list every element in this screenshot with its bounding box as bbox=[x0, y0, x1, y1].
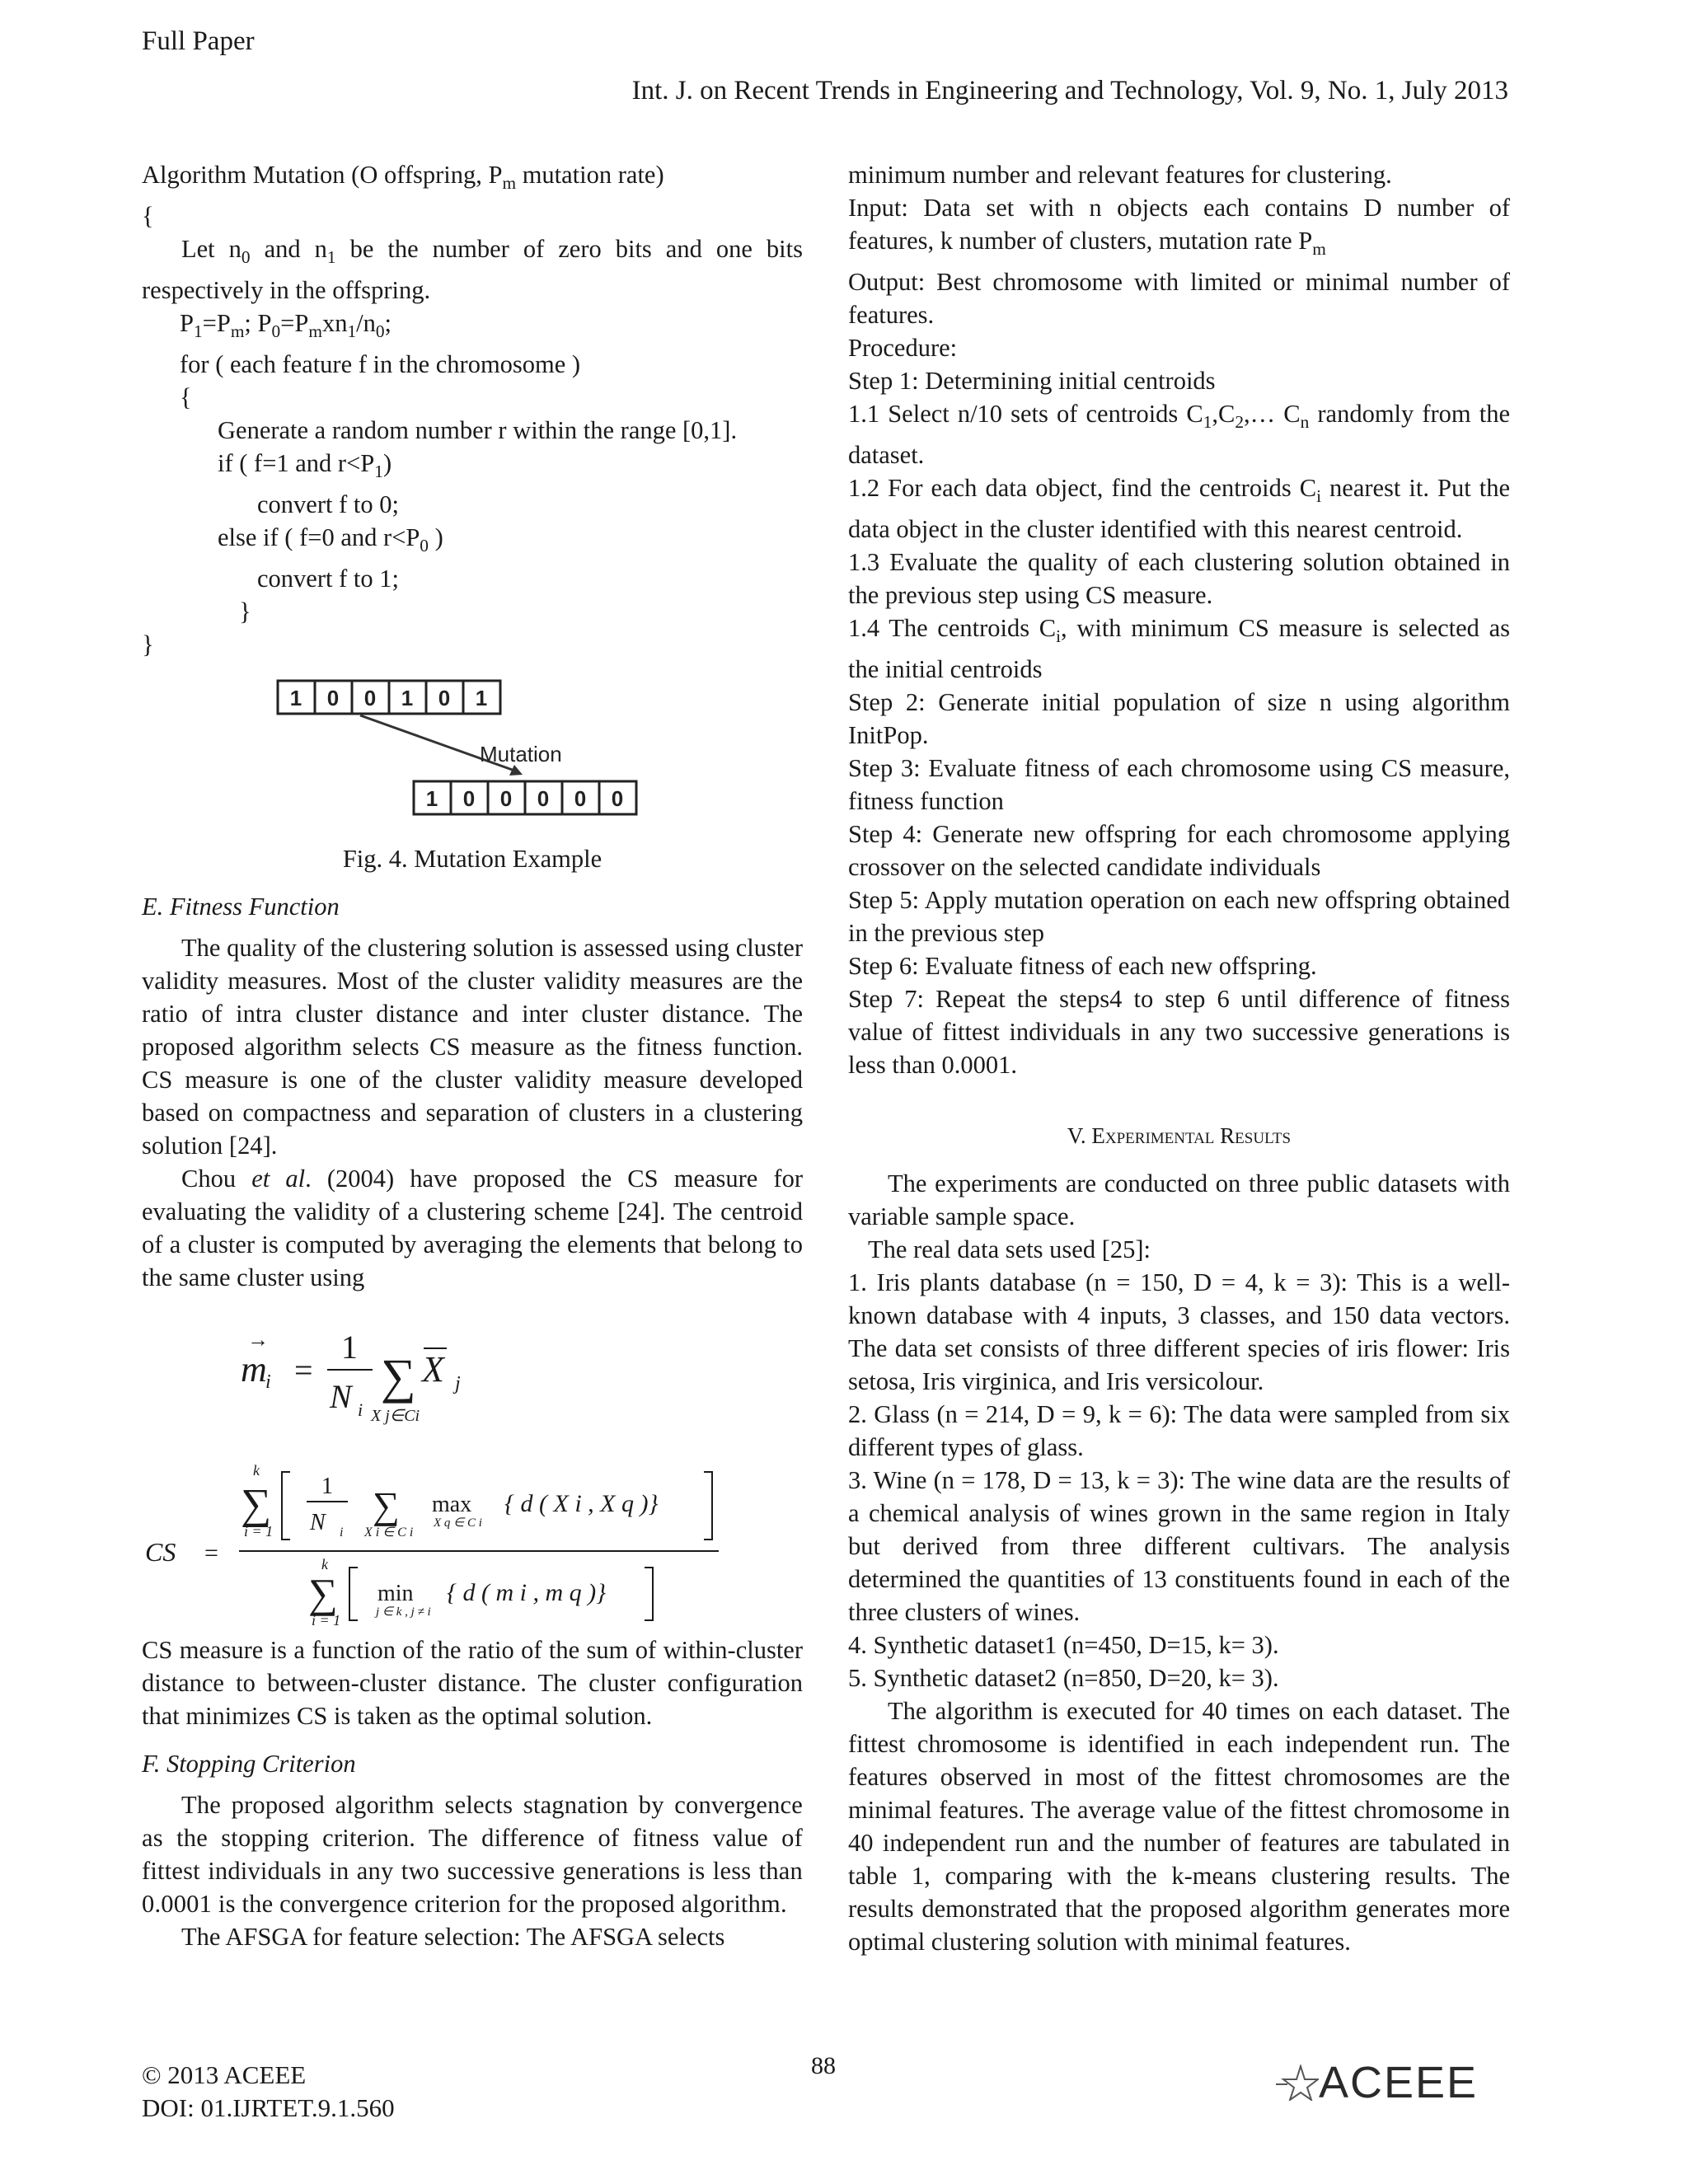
convert-one-line: convert f to 1; bbox=[257, 565, 399, 593]
bottom-bit: 0 bbox=[499, 786, 513, 812]
centroid-equation bbox=[142, 1324, 803, 1447]
if-line: if ( f=1 and $r<P_1$) bbox=[218, 449, 392, 482]
procedure-label: Procedure: bbox=[848, 334, 958, 363]
step-1: Step 1: Determining initial centroids bbox=[848, 367, 1216, 396]
svg-text:X i ∈ C i: X i ∈ C i bbox=[364, 1526, 414, 1540]
svg-text:m: m bbox=[241, 1349, 267, 1390]
section-v-heading: V. Experimental Results bbox=[1067, 1123, 1292, 1149]
algorithm-let-line: Let $n_0$ and $n_1$ be the number of zero bits and one bits respectively in the offspring. bbox=[142, 235, 803, 305]
svg-text:i: i bbox=[358, 1399, 363, 1421]
figure-caption: Fig. 4. Mutation Example bbox=[342, 845, 603, 874]
bottom-bit: 1 bbox=[425, 786, 438, 812]
svg-text:i = 1: i = 1 bbox=[312, 1612, 341, 1629]
svg-text:CS: CS bbox=[145, 1537, 176, 1568]
right-column bbox=[848, 158, 1510, 1958]
svg-text:i: i bbox=[265, 1371, 271, 1394]
bottom-bit: 0 bbox=[574, 786, 587, 812]
for-line: for ( each feature f in the chromosome ) bbox=[180, 350, 581, 379]
step-1-1: 1.1 Select n/10 sets of centroids $C_1,C_2,\dots$ $C_n$ randomly from the dataset. bbox=[848, 400, 1510, 470]
svg-text:X: X bbox=[422, 1349, 444, 1390]
top-bit: 1 bbox=[289, 686, 302, 711]
svg-text:{ d ( m i , m q )}: { d ( m i , m q )} bbox=[447, 1579, 607, 1607]
svg-text:j ∈ k , j ≠ i: j ∈ k , j ≠ i bbox=[376, 1605, 431, 1619]
step-4: Step 4: Generate new offspring for each chromosome applying crossover on the selected candidate individuals bbox=[848, 820, 1510, 882]
section-e-heading: E. Fitness Function bbox=[142, 893, 340, 921]
stopping-paragraph: The proposed algorithm selects stagnation by convergence as the stopping criterion. The difference of fitness value of fittest individuals in any two successive generations is less than 0.0001 is the convergence criterion for the proposed algorithm. bbox=[142, 1791, 803, 1919]
step-2: Step 2: Generate initial population of size n using algorithm InitPop. bbox=[848, 688, 1510, 750]
else-if-line: else if ( f=0 and $r<P_0$ ) bbox=[218, 523, 443, 556]
top-bit: 0 bbox=[438, 686, 451, 711]
step-1-3: 1.3 Evaluate the quality of each clustering solution obtained in the previous step using CS measure. bbox=[848, 548, 1510, 610]
svg-text:i: i bbox=[340, 1526, 344, 1540]
brace-close-inner: } bbox=[239, 598, 251, 626]
dataset-wine: 3. Wine (n = 178, D = 13, k = 3): The wine data are the results of a chemical analysis of wines grown in the same region in Italy but derived from three different cultivars. The analysis determined the quantities of 13 constituents found in each of the three clusters of wines. bbox=[848, 1466, 1510, 1627]
bottom-bit: 0 bbox=[462, 786, 476, 812]
doi: DOI: 01.IJRTET.9.1.560 bbox=[142, 2093, 395, 2122]
mutation-label: Mutation bbox=[480, 742, 562, 767]
results-paragraph: The algorithm is executed for 40 times on each dataset. The fittest chromosome is identified in each independent run. The features observed in most of the fittest chromosomes are the minimal features. The average value of the fittest chromosome in 40 independent run and the number of features are tabulated in table 1, comparing with the k-means clustering results. The results demonstrated that the proposed algorithm generates more optimal clustering solution with minimal features. bbox=[848, 1697, 1510, 1957]
centroid-equation-svg bbox=[142, 1324, 803, 1447]
mutation-figure bbox=[142, 673, 803, 879]
top-bit: 1 bbox=[401, 686, 414, 711]
brace-close: } bbox=[142, 630, 154, 659]
svg-text:j: j bbox=[455, 1373, 461, 1395]
svg-text:{ d ( X i , X q )}: { d ( X i , X q )} bbox=[504, 1490, 659, 1518]
running-label: Full Paper bbox=[142, 26, 255, 56]
dataset-glass: 2. Glass (n = 214, D = 9, k = 6): The data were sampled from six different types of glass. bbox=[848, 1400, 1510, 1462]
svg-text:∑: ∑ bbox=[381, 1349, 416, 1404]
input-line: Input: Data set with n objects each contains D number of features, k number of clusters, mutation rate $P_m$ bbox=[848, 194, 1510, 260]
star-icon bbox=[1276, 2064, 1319, 2101]
journal-citation: Int. J. on Recent Trends in Engineering and Technology, Vol. 9, No. 1, July 2013 bbox=[631, 76, 1508, 105]
datasets-intro: The real data sets used [25]: bbox=[868, 1235, 1151, 1264]
svg-text:i = 1: i = 1 bbox=[244, 1523, 274, 1540]
fitness-paragraph-2: Chou et al. (2004) have proposed the CS measure for evaluating the validity of a clustering scheme [24]. The centroid of a cluster is computed by averaging the elements that belong to the same cluster using bbox=[142, 1165, 803, 1292]
step-1-2: 1.2 For each data object, find the centroids $C_i$ nearest it. Put the data object in the cluster identified with this nearest centroid. bbox=[848, 474, 1510, 544]
brace-open: { bbox=[142, 202, 154, 231]
svg-text:max: max bbox=[432, 1492, 472, 1518]
afsga-continued: minimum number and relevant features for clustering. bbox=[848, 161, 1392, 189]
section-f-heading: F. Stopping Criterion bbox=[142, 1750, 356, 1779]
svg-text:N: N bbox=[330, 1378, 352, 1416]
output-line: Output: Best chromosome with limited or minimal number of features. bbox=[848, 268, 1510, 330]
top-bit-row bbox=[278, 681, 500, 714]
svg-text:min: min bbox=[377, 1581, 414, 1607]
brace-open-inner: { bbox=[180, 383, 192, 412]
svg-text:k: k bbox=[253, 1464, 260, 1479]
cs-equation-svg bbox=[142, 1464, 803, 1629]
cs-description: CS measure is a function of the ratio of the sum of within-cluster distance to between-cluster distance. The cluster configuration that minimizes CS is taken as the optimal solution. bbox=[142, 1636, 803, 1731]
cs-measure-equation bbox=[142, 1464, 803, 1629]
step-5: Step 5: Apply mutation operation on each new offspring obtained in the previous step bbox=[848, 886, 1510, 948]
svg-text:X j∈Ci: X j∈Ci bbox=[371, 1407, 420, 1426]
fitness-paragraph-1: The quality of the clustering solution is assessed using cluster validity measures. Most of the cluster validity measures are the ratio of intra cluster distance and inter cluster distance. The proposed algorithm selects CS measure as the fitness function. CS measure is one of the cluster validity measure developed based on compactness and separation of clusters in a clustering solution [24]. bbox=[142, 934, 803, 1160]
svg-text:X q ∈ C i: X q ∈ C i bbox=[434, 1516, 482, 1530]
experiments-paragraph: The experiments are conducted on three public datasets with variable sample space. bbox=[848, 1169, 1510, 1231]
bottom-bit: 0 bbox=[611, 786, 624, 812]
svg-text:1: 1 bbox=[341, 1329, 358, 1366]
svg-text:→: → bbox=[247, 1328, 269, 1352]
step-3: Step 3: Evaluate fitness of each chromosome using CS measure, fitness function bbox=[848, 754, 1510, 816]
svg-text:k: k bbox=[321, 1556, 328, 1573]
page-number: 88 bbox=[811, 2052, 836, 2079]
generate-line: Generate a random number r within the range [0,1]. bbox=[218, 416, 738, 445]
dataset-synthetic-1: 4. Synthetic dataset1 (n=450, D=15, k= 3). bbox=[848, 1631, 1279, 1660]
left-column bbox=[142, 158, 803, 1953]
bottom-bit-row bbox=[414, 781, 636, 814]
svg-text:=: = bbox=[204, 1540, 218, 1568]
svg-text:∑: ∑ bbox=[373, 1484, 400, 1527]
aceee-logo: ACEEE bbox=[1276, 2057, 1478, 2108]
svg-text:N: N bbox=[310, 1510, 326, 1536]
convert-zero-line: convert f to 0; bbox=[257, 490, 399, 519]
top-bit: 1 bbox=[475, 686, 488, 711]
svg-text:1: 1 bbox=[321, 1474, 333, 1500]
step-1-4: 1.4 The centroids $C_i$, with minimum CS measure is selected as the initial centroids bbox=[848, 614, 1510, 684]
top-bit: 0 bbox=[363, 686, 377, 711]
afsga-intro: The AFSGA for feature selection: The AFSGA selects bbox=[181, 1923, 725, 1952]
algorithm-title: Algorithm Mutation (O offspring, $P_m$ mutation rate) bbox=[142, 161, 664, 194]
copyright: © 2013 ACEEE bbox=[142, 2060, 307, 2089]
dataset-iris: 1. Iris plants database (n = 150, D = 4, k = 3): This is a well-known database with 4 inputs, 3 classes, and 150 data vectors. The data set consists of three different species of iris flower: Iris setosa, Iris virginica, and Iris versicolour. bbox=[848, 1268, 1510, 1396]
probability-line: $P_1=P_m$; $P_0=P_mxn_1/n_0$; bbox=[180, 309, 392, 342]
svg-text:∑: ∑ bbox=[241, 1481, 272, 1529]
dataset-synthetic-2: 5. Synthetic dataset2 (n=850, D=20, k= 3). bbox=[848, 1664, 1279, 1693]
svg-text:=: = bbox=[294, 1352, 313, 1390]
mutation-diagram bbox=[142, 673, 803, 837]
step-6: Step 6: Evaluate fitness of each new offspring. bbox=[848, 952, 1317, 981]
svg-text:∑: ∑ bbox=[308, 1570, 338, 1617]
step-7: Step 7: Repeat the steps4 to step 6 until difference of fitness value of fittest individuals in any two successive generations is less than 0.0001. bbox=[848, 985, 1510, 1080]
bottom-bit: 0 bbox=[537, 786, 550, 812]
top-bit: 0 bbox=[326, 686, 340, 711]
